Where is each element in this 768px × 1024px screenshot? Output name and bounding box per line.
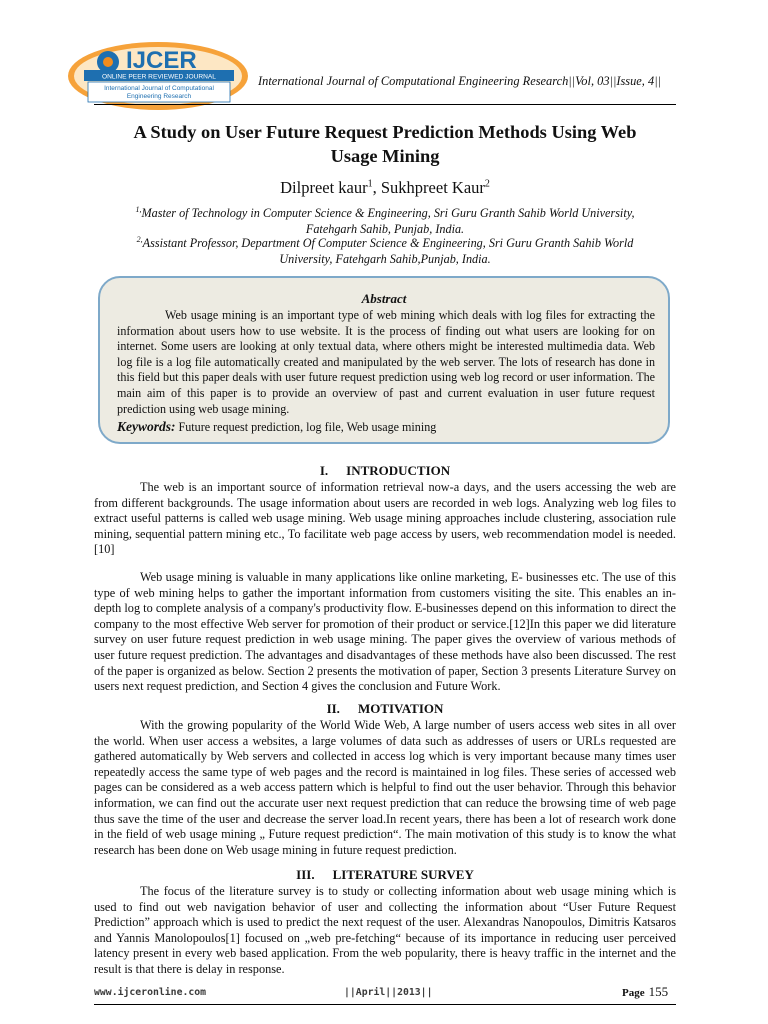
author-2: Sukhpreet Kaur	[380, 178, 485, 197]
affiliation-1-sup: 1,	[135, 205, 142, 214]
journal-header: International Journal of Computational Engineering Research||Vol, 03||Issue, 4||	[258, 74, 662, 88]
title-line-2: Usage Mining	[330, 146, 440, 166]
title-line-1: A Study on User Future Request Prediction Methods Using Web	[133, 122, 637, 142]
intro-paragraph-2: Web usage mining is valuable in many applications like online marketing, E- businesses etc. The use of this type of web mining helps to gather the important information from customers visiting the site. This enables an in-depth log to complete analysis of a company's productivity flow. E-businesses depend on this information to direct the company to the most effective Web server for promotion of their product or service.[12]In this paper we did literature survey on user future request prediction in web usage mining. The paper gives the overview of various methods of user future request prediction. The advantages and disadvantages of these methods have also been discussed. The rest of the paper is organized as below. Section 2 presents the motivation of paper, Section 3 presents Literature Survey on users next request prediction, and Section 4 gives the conclusion and Future Work.	[94, 570, 676, 694]
footer-rule	[94, 1004, 676, 1005]
intro-paragraph-1: The web is an important source of information retrieval now-a days, and the users accessing the web are from different backgrounds. The usage information about users are recorded in web logs. Analyzing web log files to extract useful patterns is called web usage mining. Web usage mining approaches include clustering, association rule mining, sequential pattern mining etc., To facilitate web page access by users, web recommendation model is needed.[10]	[94, 480, 676, 557]
section-heading-motivation	[94, 701, 676, 717]
motivation-paragraph: With the growing popularity of the World Wide Web, A large number of users access web sites in all over the world. When user access a websites, a large volumes of data such as addresses of users or URLs requested are gathered automatically by Web servers and collected in access log which is very important because many times user repeatedly access the same type of web pages and the record is maintained in log files. These series of accessed web pages can be considered as a web access pattern which is helpful to find out the user behavior. Through this behavior information, we can find out the accurate user next request prediction that can reduce the browsing time of web page thus save the time of the user and decrease the server load.In recent years, there has been a lot of research work done in the field of web usage mining „ Future request prediction“. The main motivation of this study is to know the what research has been done on Web usage mining in future request prediction.	[94, 718, 676, 857]
affiliation-1-text: Master of Technology in Computer Science & Engineering, Sri Guru Granth Sahib World University, Fatehgarh Sahib, Punjab, India.	[141, 206, 635, 237]
affiliation-2-text: Assistant Professor, Department Of Computer Science & Engineering, Sri Guru Granth Sahib World University, Fatehgarh Sahib,Punjab, India.	[142, 236, 634, 267]
section-number: II.	[326, 701, 340, 716]
ijcer-logo	[66, 40, 252, 114]
page-number: 155	[648, 984, 669, 999]
footer-page	[622, 984, 668, 1000]
section-title: INTRODUCTION	[346, 463, 451, 478]
section-number: I.	[319, 463, 329, 478]
abstract-heading: Abstract	[361, 291, 407, 306]
affiliation-2	[110, 232, 660, 267]
section-heading-literature-survey	[94, 867, 676, 883]
authors	[90, 178, 680, 198]
abstract-box	[98, 276, 670, 444]
section-title: MOTIVATION	[357, 701, 444, 716]
author-1: Dilpreet kaur	[280, 178, 368, 197]
paper-title	[90, 120, 680, 168]
footer-website-link[interactable]: www.ijceronline.com	[94, 987, 207, 998]
header-rule	[94, 104, 676, 105]
section-title: LITERATURE SURVEY	[332, 867, 474, 882]
logo-tagline-2: Engineering Research	[126, 93, 192, 100]
section-number: III.	[296, 867, 315, 882]
keywords-label: Keywords:	[117, 419, 176, 434]
page-label: Page	[622, 987, 645, 999]
keywords	[117, 419, 657, 435]
literature-survey-paragraph: The focus of the literature survey is to study or collecting information about web usage mining which is used to find out web navigation behavior of user and collecting the information about “User Future Request Prediction” approach which is used to predict the next request of the user. Alexandras Nanopoulos, Dimitris Katsaros and Yannis Manolopoulos[1] focused on „web pre-fetching“ because of its importance in reducing user perceived latency present in every web based application. From the web popularity, there is heavy traffic in the internet and the result is that there is delay in response.	[94, 884, 676, 976]
author-separator: ,	[372, 178, 381, 197]
section-heading-introduction	[94, 463, 676, 479]
author-1-sup: 1	[367, 178, 373, 190]
logo-subtitle: ONLINE PEER REVIEWED JOURNAL	[102, 73, 216, 81]
keywords-text: Future request prediction, log file, Web usage mining	[178, 420, 437, 434]
logo-text: IJCER	[126, 47, 197, 74]
abstract-text: Web usage mining is an important type of web mining which deals with log files for extracting the information about users how to use website. It is the process of finding out what users are looking for on internet. Some users are looking at only textual data, where others might be interested multimedia data. Web log file is a log file automatically created and manipulated by the web server. The lots of research has done in this field but this paper deals with user future request prediction using web log record or user information. The main aim of this paper is to provide an overview of past and current evaluation in user future request prediction using web usage mining.	[117, 308, 655, 416]
affiliation-2-sup: 2,	[136, 235, 143, 244]
logo-tagline-1: International Journal of Computational	[104, 85, 214, 92]
author-2-sup: 2	[484, 178, 490, 190]
footer-date: ||April||2013||	[344, 987, 433, 998]
